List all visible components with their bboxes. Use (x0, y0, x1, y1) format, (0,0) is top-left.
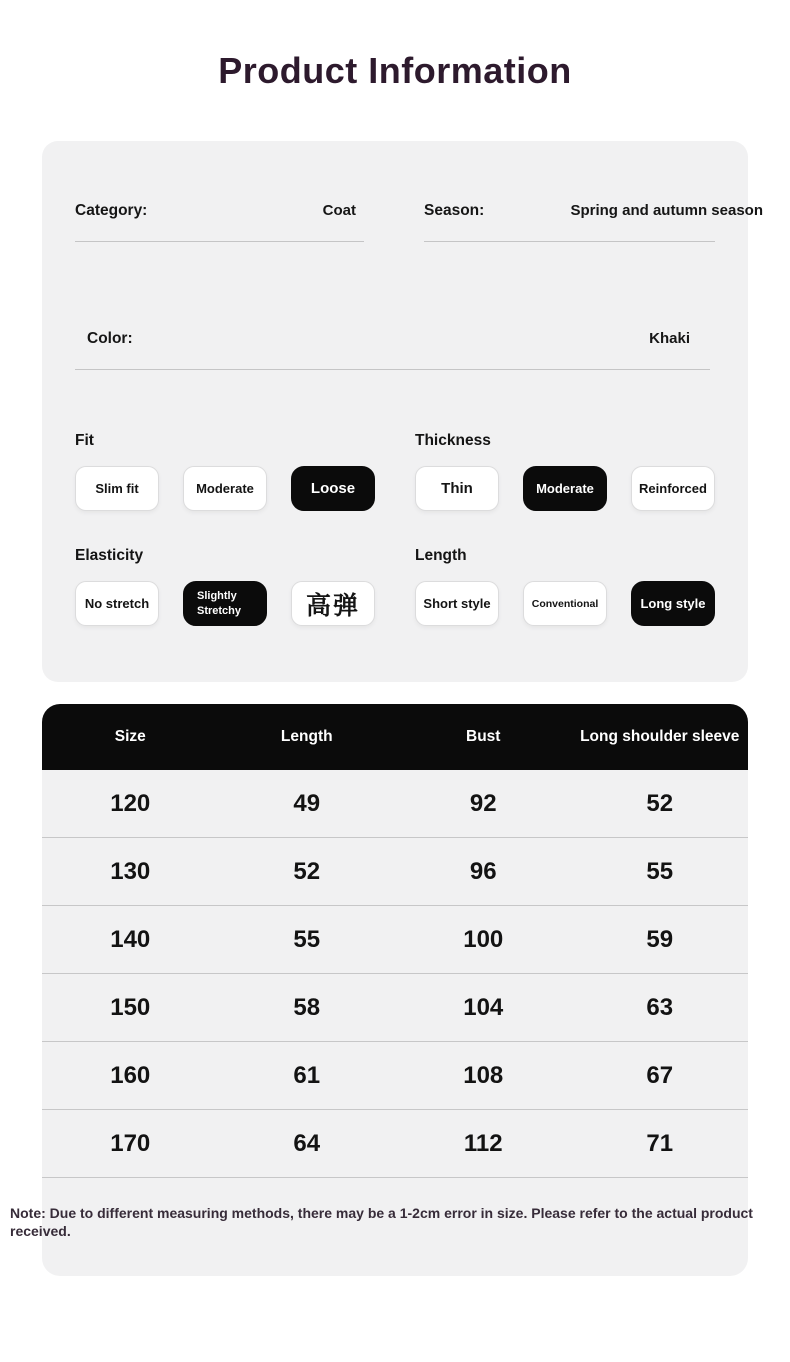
column-header-bust: Bust (466, 728, 501, 745)
cell-length: 61 (293, 1061, 321, 1089)
thickness-group-title: Thickness (415, 432, 491, 449)
elasticity-option-high-stretch[interactable]: 高弹 (291, 581, 375, 626)
length-option-conventional[interactable]: Conventional (523, 581, 607, 626)
cell-sleeve: 71 (646, 1129, 674, 1157)
column-header-size: Size (114, 728, 146, 745)
cell-size: 170 (110, 1129, 151, 1157)
measurement-note: Note: Due to different measuring methods, there may be a 1-2cm error in size. Please refer to the actual product received. (10, 1205, 753, 1240)
cell-bust: 108 (463, 1061, 504, 1089)
cell-length: 55 (293, 925, 321, 953)
elasticity-group-title: Elasticity (75, 547, 144, 564)
table-row (42, 1110, 748, 1178)
thickness-option-reinforced[interactable]: Reinforced (631, 466, 715, 511)
elasticity-option-slightly-stretchy[interactable]: Slightly Stretchy (183, 581, 267, 626)
thickness-option-thin[interactable]: Thin (415, 466, 499, 511)
cell-sleeve: 63 (646, 993, 674, 1021)
cell-size: 150 (110, 993, 151, 1021)
color-field (75, 330, 710, 370)
table-row (42, 906, 748, 974)
cell-size: 160 (110, 1061, 151, 1089)
options-row-2 (75, 547, 715, 626)
cell-sleeve: 67 (646, 1061, 674, 1089)
season-field (424, 202, 763, 242)
length-chip-row (415, 581, 715, 626)
season-label: Season: (424, 202, 485, 219)
size-chart-body (10, 770, 753, 1276)
cell-length: 52 (293, 857, 321, 885)
table-row (42, 974, 748, 1042)
table-row (42, 1042, 748, 1110)
options-row-1 (75, 432, 715, 511)
cell-length: 58 (293, 993, 321, 1021)
cell-length: 49 (293, 789, 321, 817)
category-value: Coat (322, 202, 356, 219)
column-header-long-shoulder-sleeve: Long shoulder sleeve (580, 728, 740, 745)
info-fields-row (75, 202, 763, 242)
thickness-option-moderate[interactable]: Moderate (523, 466, 607, 511)
cell-sleeve: 52 (646, 789, 674, 817)
cell-size: 140 (110, 925, 151, 953)
length-group-title: Length (415, 547, 467, 564)
cell-sleeve: 55 (646, 857, 674, 885)
page-title: Product Information (218, 50, 572, 91)
fit-chip-row (75, 466, 375, 511)
length-option-long-style[interactable]: Long style (631, 581, 715, 626)
column-header-length: Length (280, 728, 333, 745)
cell-sleeve: 59 (646, 925, 674, 953)
thickness-group (415, 432, 715, 511)
size-chart-table (10, 704, 753, 1276)
fit-option-moderate[interactable]: Moderate (183, 466, 267, 511)
fit-option-loose[interactable]: Loose (291, 466, 375, 511)
fit-option-slim-fit[interactable]: Slim fit (75, 466, 159, 511)
season-value: Spring and autumn season (570, 202, 763, 219)
length-group (415, 547, 715, 626)
elasticity-group (75, 547, 375, 626)
cell-bust: 104 (463, 993, 504, 1021)
elasticity-chip-row (75, 581, 375, 626)
cell-bust: 92 (469, 789, 497, 817)
size-chart-header (42, 704, 748, 770)
note-container (10, 1178, 753, 1276)
length-option-short-style[interactable]: Short style (415, 581, 499, 626)
fit-group (75, 432, 375, 511)
cell-bust: 112 (463, 1129, 503, 1157)
cell-bust: 96 (469, 857, 497, 885)
fit-group-title: Fit (75, 432, 94, 449)
thickness-chip-row (415, 466, 715, 511)
table-row (42, 770, 748, 838)
table-row (42, 838, 748, 906)
category-field (75, 202, 364, 242)
elasticity-option-no-stretch[interactable]: No stretch (75, 581, 159, 626)
cell-bust: 100 (463, 925, 504, 953)
color-label: Color: (87, 330, 133, 347)
color-value: Khaki (649, 330, 690, 347)
product-info-card (42, 141, 763, 682)
category-label: Category: (75, 202, 148, 219)
cell-length: 64 (293, 1129, 321, 1157)
cell-size: 120 (110, 789, 151, 817)
cell-size: 130 (110, 857, 151, 885)
